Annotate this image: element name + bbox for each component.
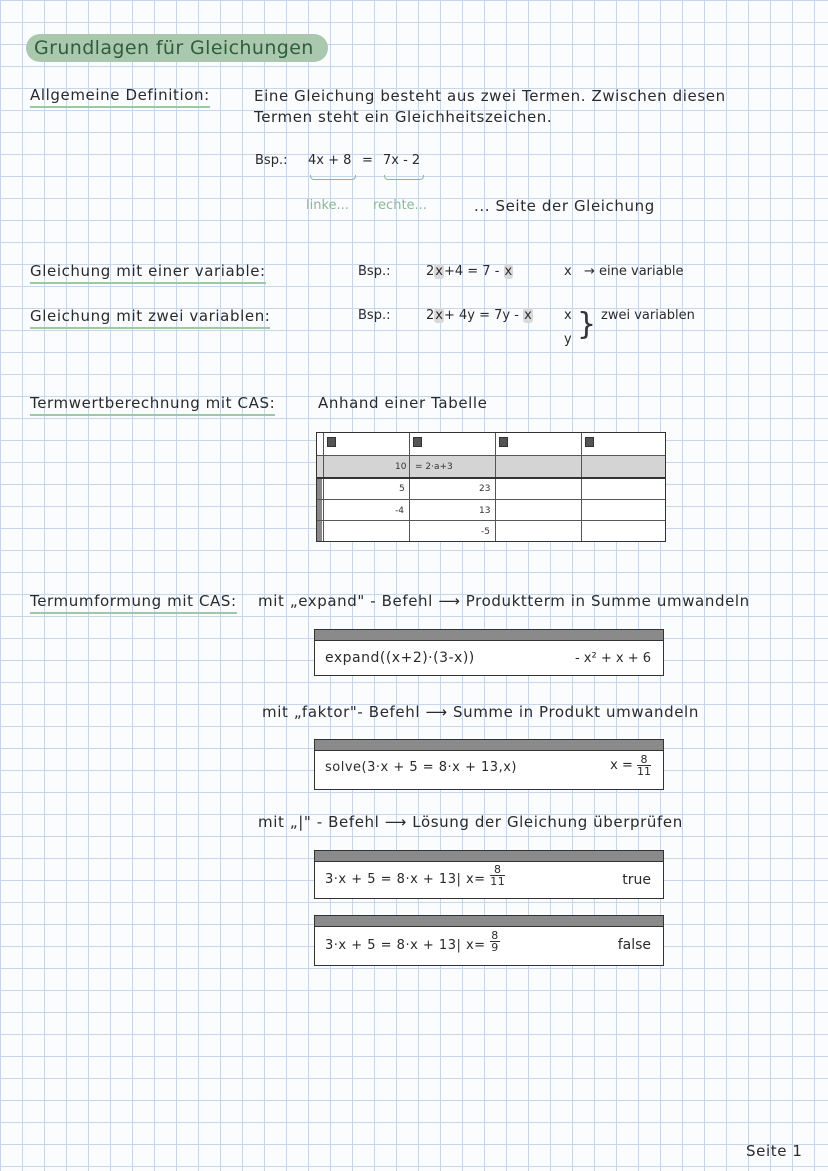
definition-example-right: 7x - 2 xyxy=(383,153,421,168)
curly-brace-icon: } xyxy=(577,307,597,342)
table-cell: -5 xyxy=(481,527,490,537)
two-variables-equation: 2x+ 4y = 7y - x xyxy=(426,308,532,323)
two-variables-var-x: x xyxy=(564,308,572,323)
left-brace xyxy=(310,175,356,180)
column-header-icon xyxy=(327,437,336,447)
one-variable-example-label: Bsp.: xyxy=(358,264,391,279)
right-side-label: rechte... xyxy=(373,198,427,213)
two-variables-note: zwei variablen xyxy=(601,308,695,323)
cas-box-expand xyxy=(314,629,664,676)
two-variables-label: Gleichung mit zwei variablen: xyxy=(30,307,270,329)
expand-description: mit „expand" - Befehl ⟶ Produktterm in Summe umwandeln xyxy=(258,592,750,610)
column-header-icon xyxy=(499,437,508,447)
arrow-right-icon: ⟶ xyxy=(438,592,461,610)
solve-expression: solve(3·x + 5 = 8·x + 13,x) xyxy=(325,760,517,775)
left-side-label: linke... xyxy=(306,198,349,213)
two-variables-var-y: y xyxy=(564,332,572,347)
arrow-right-icon: ⟶ xyxy=(384,813,407,831)
expand-expression: expand((x+2)·(3-x)) xyxy=(325,650,475,666)
check2-result: false xyxy=(617,937,651,953)
table-cell: 23 xyxy=(479,484,491,494)
definition-example-eq: = xyxy=(362,153,373,168)
table-cell: -4 xyxy=(395,506,404,516)
definition-example-label: Bsp.: xyxy=(255,153,288,168)
page-number: Seite 1 xyxy=(746,1142,803,1160)
side-label: ... Seite der Gleichung xyxy=(474,197,655,215)
expand-result: - x² + x + 6 xyxy=(574,651,651,666)
cas-box-check-false xyxy=(314,915,664,966)
definition-label: Allgemeine Definition: xyxy=(30,86,210,108)
table-cell: 13 xyxy=(479,506,491,516)
cas-table xyxy=(316,432,666,542)
one-variable-equation: 2x+4 = 7 - x xyxy=(426,264,513,279)
factor-description: mit „faktor"- Befehl ⟶ Summe in Produkt umwandeln xyxy=(262,703,699,721)
term-value-text: Anhand einer Tabelle xyxy=(318,394,488,412)
table-cell: 10 xyxy=(395,462,407,472)
term-value-label: Termwertberechnung mit CAS: xyxy=(30,394,275,416)
check1-expression: 3·x + 5 = 8·x + 13| x= $\frac{8}{11}$ xyxy=(325,863,506,888)
one-variable-var: x xyxy=(564,264,572,279)
table-cell: = 2·a+3 xyxy=(415,462,453,472)
definition-text-1: Eine Gleichung besteht aus zwei Termen. Zwischen diesen xyxy=(254,87,726,105)
one-variable-note: → eine variable xyxy=(584,264,684,279)
two-variables-example-label: Bsp.: xyxy=(358,308,391,323)
page-title: Grundlagen für Gleichungen xyxy=(26,34,328,62)
solve-result: x = $\frac{8}{11}$ xyxy=(610,753,651,778)
definition-text-2: Termen steht ein Gleichheitszeichen. xyxy=(254,108,553,126)
check1-result: true xyxy=(622,872,651,888)
one-variable-label: Gleichung mit einer variable: xyxy=(30,262,266,284)
check-description: mit „|" - Befehl ⟶ Lösung der Gleichung überprüfen xyxy=(258,813,683,831)
check2-expression: 3·x + 5 = 8·x + 13| x= $\frac{8}{9}$ xyxy=(325,929,499,954)
cas-box-check-true xyxy=(314,850,664,899)
table-row-bar xyxy=(317,477,322,541)
arrow-right-icon: ⟶ xyxy=(425,703,448,721)
right-brace xyxy=(384,175,424,180)
column-header-icon xyxy=(585,437,594,447)
cas-box-solve xyxy=(314,739,664,790)
table-cell: 5 xyxy=(399,484,405,494)
table-shaded-row xyxy=(317,455,665,477)
column-header-icon xyxy=(413,437,422,447)
term-transform-label: Termumformung mit CAS: xyxy=(30,592,237,614)
definition-example-left: 4x + 8 xyxy=(308,153,352,168)
